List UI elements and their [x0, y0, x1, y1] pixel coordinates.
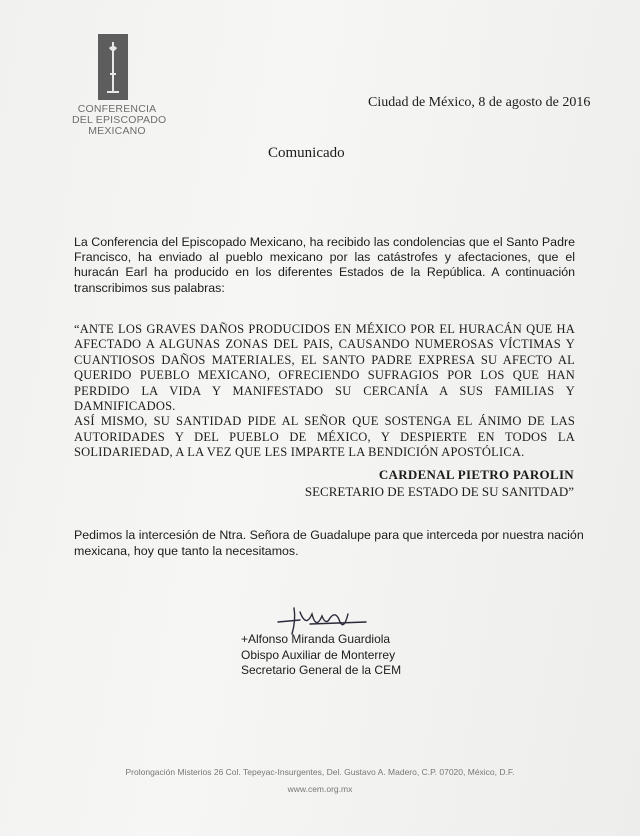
signer-name: +Alfonso Miranda Guardiola [241, 632, 391, 646]
footer-website: www.cem.org.mx [287, 784, 353, 794]
quote-paragraph-2: ASÍ MISMO, SU SANTIDAD PIDE AL SEÑOR QUE SOSTENGA EL ÁNIMO DE LAS AUTORIDADES Y DEL PUEBLO DE MÉXICO, Y DESPIERTE EN TODOS LA SOLIDARIEDAD, A LA VEZ QUE LES IMPARTE LA BENDICIÓN APOSTÓLICA. [74, 414, 575, 460]
intro-paragraph: La Conferencia del Episcopado Mexicano, ha recibido las condolencias que el Santo Padre Francisco, ha enviado al pueblo mexicano por las catástrofes y afectaciones, que el huracán Earl ha producido en los diferentes Estados de la República. A continuación transcribimos sus palabras: [74, 235, 575, 295]
document-title: Comunicado [268, 145, 345, 161]
cardinal-role: SECRETARIO DE ESTADO DE SU SANITDAD” [304, 484, 574, 499]
signer-block [241, 632, 401, 679]
closing-paragraph: Pedimos la intercesión de Ntra. Señora de Guadalupe para que interceda por nuestra nación mexicana, hoy que tanto la necesitamos. [74, 528, 584, 558]
letter-date: Ciudad de México, 8 de agosto de 2016 [368, 95, 591, 110]
cem-cross-logo-icon [98, 34, 132, 104]
footer-address: Prolongación Misterios 26 Col. Tepeyac-Insurgentes, Del. Gustavo A. Madero, C.P. 07020, México, D.F. [125, 767, 515, 777]
signer-title-2: Secretario General de la CEM [241, 663, 402, 677]
logo-wordmark [72, 103, 167, 137]
papal-quote [74, 322, 575, 461]
logo-line-1: CONFERENCIA [77, 103, 157, 115]
signer-title-1: Obispo Auxiliar de Monterrey [241, 647, 396, 662]
logo-line-2: DEL EPISCOPADO [72, 114, 167, 126]
logo-line-3: MEXICANO [88, 125, 146, 137]
quote-paragraph-1: “ANTE LOS GRAVES DAÑOS PRODUCIDOS EN MÉXICO POR EL HURACÁN QUE HA AFECTADO A ALGUNAS ZONAS DEL PAIS, CAUSANDO NUMEROSAS VÍCTIMAS Y CUANTIOSOS DAÑOS MATERIALES, EL SANTO PADRE EXPRESA SU AFECTO AL QUERIDO PUEBLO MEXICANO, OFRECIENDO SUFRAGIOS POR LOS QUE HAN PERDIDO LA VIDA Y MANIFESTADO SU CERCANÍA A SUS FAMILIAS Y DAMNIFICADOS. [74, 322, 575, 414]
cardinal-name: CARDENAL PIETRO PAROLIN [378, 467, 574, 482]
